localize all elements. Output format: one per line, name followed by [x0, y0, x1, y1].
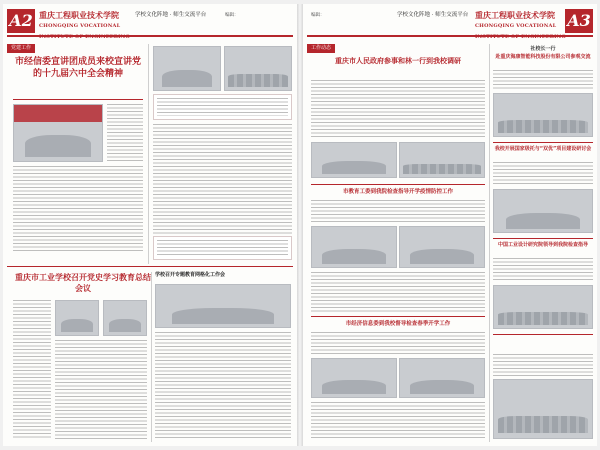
page-a3 — [303, 4, 597, 446]
photo-visit — [311, 142, 397, 178]
masthead-slogan: 学校文化阵地 · 师生交流平台 — [135, 12, 207, 18]
page-number-badge: A2 — [7, 9, 35, 33]
article-text — [311, 402, 485, 440]
photo-meeting — [153, 46, 221, 91]
photo-group — [224, 46, 292, 91]
article-text — [311, 272, 485, 312]
article-text — [107, 104, 143, 162]
article-text — [153, 124, 292, 234]
photo-supervision — [399, 358, 485, 398]
logo-title: 重庆工程职业技术学院 — [475, 10, 555, 20]
headline-lecture: 市经信委宣讲团成员来校宣讲党的十九届六中全会精神 — [14, 57, 141, 79]
section-label: 党建工作 — [7, 44, 35, 53]
headline-epidemic-check: 市教育工委到我院检查指导开学疫情防控工作 — [342, 189, 453, 195]
side-kicker: 社校长一行 — [530, 46, 556, 52]
photo-inspection — [311, 226, 397, 268]
article-text — [13, 300, 51, 440]
masthead-a3 — [307, 7, 593, 40]
photo-visit-group — [399, 142, 485, 178]
article-text — [155, 332, 291, 440]
photo-research-center — [493, 379, 593, 439]
school-logo — [475, 10, 567, 40]
photo-conference — [155, 284, 291, 328]
page-number-badge: A3 — [565, 9, 593, 33]
article-text — [55, 340, 147, 440]
school-logo — [39, 10, 131, 40]
logo-subtitle: CHONGQING VOCATIONAL INSTITUTE OF ENGINEERING — [475, 23, 566, 40]
side-headline-visit: 赴重庆海康智能科技股份有限公司参观交流 — [495, 54, 591, 60]
masthead-slogan: 学校文化阵地 · 师生交流平台 — [397, 12, 469, 18]
article-text — [493, 354, 593, 376]
photo-design-institute — [493, 285, 593, 329]
caption-box — [153, 236, 292, 260]
article-text — [311, 332, 485, 354]
photo-seminar — [493, 189, 593, 233]
photo-company-visit — [493, 93, 593, 137]
section-label: 工作动态 — [307, 44, 335, 53]
headline-grid-meeting: 学校召开专题教育网格化工作会 — [155, 272, 226, 278]
photo-lecture — [13, 104, 103, 162]
photo-supervision — [311, 358, 397, 398]
article-text — [311, 200, 485, 222]
headline-counselor-visit: 重庆市人民政府参事和林一行到我校调研 — [335, 57, 461, 65]
headline-spring-semester: 市经济信息委到我校督导检查春季开学工作 — [345, 321, 451, 327]
article-text — [311, 80, 485, 138]
article-text — [493, 70, 593, 90]
logo-title: 重庆工程职业技术学院 — [39, 10, 119, 20]
article-text — [493, 162, 593, 186]
photo-speaker — [103, 300, 147, 336]
photo-speaker — [55, 300, 99, 336]
side-headline-seminar: 我校开展国家级托与“双优”项目建设研讨会 — [494, 146, 592, 152]
photo-inspection — [399, 226, 485, 268]
caption-box — [153, 94, 292, 120]
page-a2 — [3, 4, 297, 446]
article-text — [493, 258, 593, 282]
masthead-editor-info: 编辑： — [225, 13, 239, 18]
logo-subtitle: CHONGQING VOCATIONAL INSTITUTE OF ENGINEERING — [39, 23, 130, 40]
side-headline-design-institute: 中国工业设计研究院领导到我院检查指导 — [497, 242, 588, 248]
article-text — [13, 166, 143, 252]
headline-summary-meeting: 重庆市工业学校召开党史学习教育总结会议 — [15, 273, 151, 293]
masthead-editor-info: 编辑： — [311, 13, 325, 18]
masthead-a2 — [7, 7, 293, 40]
